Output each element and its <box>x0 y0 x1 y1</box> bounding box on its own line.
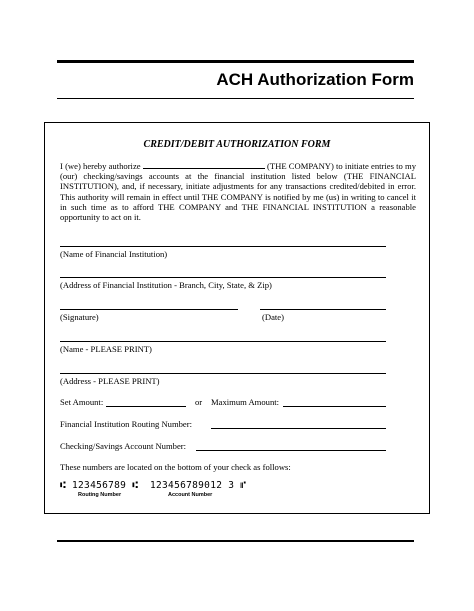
micr-account-digits: 123456789012 3 ⑈ <box>150 480 247 491</box>
routing-number-caption: Routing Number <box>78 492 122 498</box>
bottom-rule <box>57 540 414 542</box>
address-label: (Address - PLEASE PRINT) <box>60 376 160 386</box>
or-label: or <box>195 397 203 407</box>
set-amount-line[interactable] <box>106 406 186 407</box>
top-rule <box>57 60 414 63</box>
title-underline <box>57 98 414 99</box>
authorization-text-rest: (THE COMPANY) to initiate entries to my (our) checking/savings accounts at the financial institution listed below (THE FINANCIAL INSTITUTION), and, if necessary, initiate adjustments for any transactions credited/debited in error. This authority will remain in effect until THE COMPANY is notified by me (us) in writing to cancel it in such time as to afford THE COMPANY and THE FINANCIAL INSTITUTION a reasonable opportunity to act on it. <box>60 161 416 223</box>
authorization-paragraph <box>60 160 416 222</box>
name-line[interactable] <box>60 341 386 342</box>
date-line[interactable] <box>260 309 386 310</box>
micr-routing-digits: ⑆ 123456789 ⑆ <box>60 480 139 491</box>
check-location-note: These numbers are located on the bottom of your check as follows: <box>60 462 291 472</box>
account-number-caption: Account Number <box>168 492 213 498</box>
address-line[interactable] <box>60 373 386 374</box>
institution-name-line[interactable] <box>60 246 386 247</box>
authorization-text-start: I (we) hereby authorize <box>60 161 141 171</box>
company-name-blank[interactable] <box>143 160 265 169</box>
document-title: ACH Authorization Form <box>216 70 414 89</box>
set-amount-label: Set Amount: <box>60 397 104 407</box>
routing-number-label: Financial Institution Routing Number: <box>60 419 192 429</box>
max-amount-label: Maximum Amount: <box>211 397 280 407</box>
signature-line[interactable] <box>60 309 238 310</box>
institution-name-label: (Name of Financial Institution) <box>60 249 168 259</box>
name-label: (Name - PLEASE PRINT) <box>60 344 152 354</box>
max-amount-line[interactable] <box>283 406 386 407</box>
institution-address-line[interactable] <box>60 277 386 278</box>
account-number-label: Checking/Savings Account Number: <box>60 441 187 451</box>
account-number-line[interactable] <box>196 450 386 451</box>
routing-number-line[interactable] <box>211 428 386 429</box>
institution-address-label: (Address of Financial Institution - Branch, City, State, & Zip) <box>60 280 272 290</box>
form-title: CREDIT/DEBIT AUTHORIZATION FORM <box>143 139 331 150</box>
signature-label: (Signature) <box>60 312 99 322</box>
date-label: (Date) <box>262 312 284 322</box>
